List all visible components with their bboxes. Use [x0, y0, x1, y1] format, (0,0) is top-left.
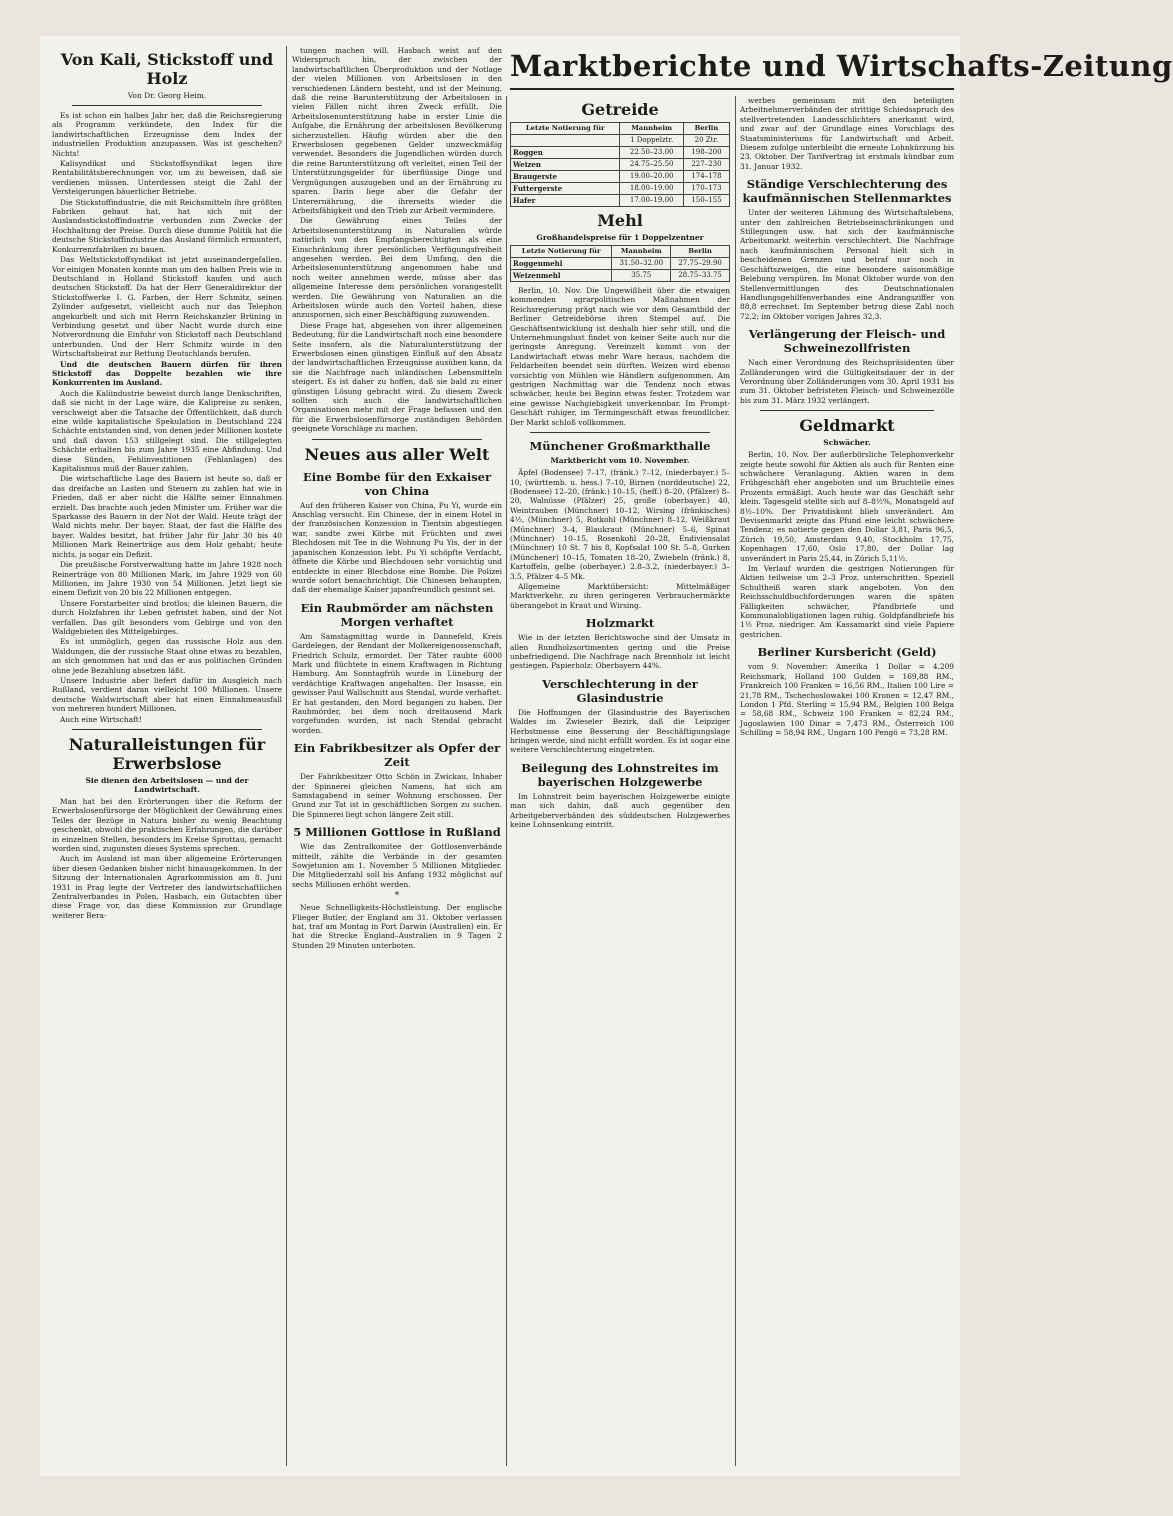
column-rule [286, 46, 287, 1466]
table-cell: Roggenmehl [511, 258, 612, 270]
table-cell: 1 Doppelztr. [620, 135, 683, 147]
column-1 [52, 46, 282, 1466]
section-heading: Beilegung des Lohnstreites im bayerischen Holzgewerbe [521, 760, 719, 789]
paragraph: Man hat bei den Erörterungen über die Reform der Erwerbslosenfürsorge der Möglichkeit der Gewährung eines Teiles der Bezüge in Natura bisher zu wenig Beachtung geschenkt, obwohl die praktischen Erfahrungen, die darüber in einzelnen Stellen, besonders im Kreise Sprottau, gemacht worden sind, zugunsten dieses Systems sprechen. [52, 797, 282, 854]
headline-kali: Von Kali, Stickstoff und Holz [60, 50, 274, 88]
table-cell: 150–155 [683, 195, 729, 207]
paragraph: Der Fabrikbesitzer Otto Schön in Zwickau, Inhaber der Spinnerei gleichen Namens, hat sich am Samstagabend in seiner Wohnung erschossen. Der Grund zur Tat ist in geschäftlichen Sorgen zu suchen. Die Spinnerei liegt schon längere Zeit still. [292, 772, 502, 819]
paragraph: Neue Schnelligkeits-Höchstleistung. Der englische Flieger Butler, der England am 31. Oktober verlassen hat, traf am Montag in Port Darwin (Australien) ein. Er hat die Strecke England–Australien in 9 Tagen 2 Stunden 29 Minuten unterboten. [292, 903, 502, 950]
paragraph: Äpfel (Bodensee) 7–17, (fränk.) 7–12, (niederbayer.) 5–10, (württemb. u. hess.) 7–10, Birnen (norddeutsche) 22, (Bodensee) 12–20, (fränk.) 10–15, (heff.) 8–20, (Pfälzer) 8–20, Walnüsse (Pfälzer) 25, große (oberbayer.) 40, Weintrauben (Münchner) 10–12, Wirsing (fränkisches) 4½, (Münchner) 5, Rotkohl (Münchner) 8–12, Weißkraut (Münchner) 3–4, Blaukraut (Münchner) 5–6, Spinat (Münchner) 10–15, Rosenkohl 20–28, Endiviensalat (Münchner) 10 St. 7 bis 8, Kopfsalat 100 St. 5–8, Gurken (Münchener) 10–15, Tomaten 18–20, Zwiebeln (fränk.) 8, Kartoffeln, gelbe (oberbayer.) 2.8–3.2, (niederbayer.) 3–3.5, Pfälzer 4–5 Mk. [510, 468, 730, 581]
paragraph: vom 9. November: Amerika 1 Dollar = 4.209 Reichsmark, Holland 100 Gulden = 169,88 RM., Frankreich 100 Franken = 16,56 RM., Italien 100 Lire = 21,78 RM., Tschechoslowakei 100 Kronen = 12,47 RM., London 1 Pfd. Sterling = 15,94 RM., Belgien 100 Belga = 58,68 RM., Schweiz 100 Franken = 82,24 RM., Jugoslawien 100 Dinar = 7,473 RM., Österreich 100 Schilling = 58,94 RM., Ungarn 100 Pengö = 73,28 RM. [740, 662, 954, 738]
paragraph: Wie das Zentralkomitee der Gottlosenverbände mitteilt, zählte die Verbände in der gesamten Sowjetunion am 1. November 5 Millionen Mitglieder. Die Mitgliederzahl soll bis Anfang 1932 möglichst auf sechs Millionen erhöht werden. [292, 842, 502, 889]
paragraph: Auch im Ausland ist man über allgemeine Erörterungen über diesen Gedanken bisher nicht hinausgekommen. In der Sitzung der Internationalen Agrarkommission am 8. Juni 1931 in Prag legte der Vertreter des landwirtschaftlichen Zentralverbandes in Polen, Hasbach, ein Gutachten über diese Frage vor, das diese Kommission zur Grundlage weiterer Bera- [52, 854, 282, 920]
flour-price-table [510, 245, 730, 282]
subheadline: Großhandelspreise für 1 Doppelzentner [536, 233, 704, 242]
paragraph: Unsere Industrie aber liefert dafür im Ausgleich nach Rußland, verdient daran vielleicht 100 Millionen. Unsere deutsche Waldwirtschaft aber hat einen Einnahmeausfall von mehreren hundert Millionen. [52, 675, 282, 714]
paragraph: Am Samstagmittag wurde in Dannefeld, Kreis Gardelegen, der Rendant der Molkereigenossenschaft, Friedrich Schulz, ermordet. Der Täter raubte 6000 Mark und flüchtete in einem Kraftwagen in Richtung Hamburg. Am Sonntagfrüh wurde in Lüneburg der verdächtige Kraftwagen angehalten. Der Insasse, ein gewisser Paul Wallschnitt aus Stendal, wurde verhaftet. Er hat gestanden, den Mord begangen zu haben. Der Raubmörder, bei dem noch dreitausend Mark vorgefunden wurden, ist nach Stendal gebracht worden. [292, 631, 502, 735]
section-heading: Holzmarkt [585, 616, 655, 631]
paragraph: Wie in der letzten Berichtswoche sind der Umsatz in allen Rundholzsortimenten gering und die Preise unbefriedigend. Die Nachfrage nach Brennholz ist leicht gestiegen. Papierholz: Oberbayern 44%. [510, 633, 730, 671]
section-heading: Eine Bombe für den Exkaiser von China [302, 469, 492, 498]
paragraph: Auf den früheren Kaiser von China, Pu Yi, wurde ein Anschlag versucht. Ein Chinese, der in einem Hotel in der französischen Konzession in Tientsin abgestiegen war, sandte zwei Körbe mit Früchten und zwei Blechdosen mit Tee in die Wohnung Pu Yis, der in der japanischen Konzession lebt. Pu Yi schöpfte Verdacht, öffnete die Körbe und Blechdosen sehr vorsichtig und entdeckte in einer Blechdose eine Bombe. Die Polizei wurde sofort benachrichtigt. Die Chinesen behaupten, daß der ehemalige Kaiser japanfreundlich gesinnt sei. [292, 500, 502, 595]
grain-price-table [510, 122, 730, 207]
paragraph: Auch eine Wirtschaft! [60, 714, 142, 724]
table-cell: 27.75–29.90 [671, 258, 730, 270]
paragraph: Die Gewährung eines Teiles der Arbeitslosenunterstützung in Naturalien würde natürlich von den Empfangsberechtigten als eine Einschränkung ihrer persönlichen Verfügungsfreiheit angesehen werden. Bei dem Umfang, den die Arbeitslosenunterstützung angenommen habe und noch weiter annehmen werde, müsse aber das allgemeine Interesse dem persönlichen vorangestellt werden. Die Gewährung von Naturalien an die Arbeitslosen würde auch den Vorteil haben, diese anzuspornen, sich einer Beschäftigung zuzuwenden. [292, 216, 502, 320]
column-2 [292, 46, 502, 1466]
section-heading: Ständige Verschlechterung des kaufmännischen Stellenmarktes [742, 177, 952, 206]
subheadline: Schwächer. [823, 438, 871, 448]
divider [312, 439, 482, 440]
paragraph: Berlin, 10. Nov. Die Ungewißheit über die etwaigen kommenden agrarpolitischen Maßnahmen der Reichsregierung prägt nach wie vor dem Gesamtbild der Berliner Getreidebörse ihren Stempel auf. Die Geschäftsentwicklung ist deshalb hier sehr still, und die Unternehmungslust findet von keiner Seite auch nur die geringste Anregung. Vereinzelt kommt von der Landwirtschaft etwas mehr Ware heraus, nachdem die Feldarbeiten beendet sein dürften. Weizen wird ebenso vorsichtig von Mühlen wie Händlern aufgenommen. Am gestrigen Nachmittag war die Tendenz noch etwas schwächer, heute bei Beginn etwas fester. Trotzdem war eine gewisse Nachgiebigkeit unverkennbar. Im Prompt-Geschäft ruhiger, im Termingeschäft etwas freundlicher. Der Markt schloß vollkommen. [510, 286, 730, 427]
table-cell: 198–200 [683, 147, 729, 159]
paragraph: Berlin, 10. Nov. Der außerbörsliche Telephonverkehr zeigte heute sowohl für Aktien als auch für Renten eine schwächere Veranlagung. Aktien waren in dem Frühgeschäft eher angeboten und um Bruchteile eines Prozents ermäßigt. Auch heute war das Geschäft sehr klein. Tagesgeld stellte sich auf 8–8½%, Monatsgeld auf 8½–10%. Der Privatdiskont blieb unverändert. Am Devisenmarkt zeigte das Pfund eine leicht schwächere Tendenz; es notierte gegen den Dollar 3,81, Paris 96,5, Zürich 19,50, Amsterdam 9,40, Stockholm 17,75, Kopenhagen 17,60, Oslo 17,80, der Dollar lag unverändert in Paris 25,44, in Zürich 5,11½. [740, 450, 954, 563]
column-4 [740, 96, 954, 1456]
table-header: Letzte Notierung für [511, 123, 620, 135]
table-cell: 31.50–32.00 [612, 258, 671, 270]
table-cell: Hafer [511, 195, 620, 207]
paragraph: Auch die Kaliindustrie beweist durch lange Denkschriften, daß sie nicht in der Lage wäre, die Kalipreise zu senken, verschweigt aber die Tatsache der Öffentlichkeit, daß durch eine wilde kapitalistische Spekulation in Deutschland 224 Schächte entstanden sind, von denen jeder Millionen kostete und daß davon 153 stillgelegt sind. Die stillgelegten Schächte erhalten bis zum Jahre 1935 eine Abfindung. Und diese Sünden, Fehlinvestitionen (Fehlanlagen) des Kapitalismus muß der Bauer zahlen. [52, 388, 282, 474]
table-header: Mannheim [612, 246, 671, 258]
table-cell: 24.75–25.50 [620, 159, 683, 171]
table-cell: 35.75 [612, 270, 671, 282]
table-row [511, 159, 730, 171]
table-row [511, 147, 730, 159]
section-getreide: Getreide [581, 100, 659, 119]
section-heading: 5 Millionen Gottlose in Rußland [293, 825, 501, 840]
paragraph: Unter der weiteren Lähmung des Wirtschaftslebens, unter den zahlreichen Betriebseinschränkungen und Stillegungen usw. hat sich der kaufmännische Arbeitsmarkt weiterhin verschlechtert. Die Nachfrage nach kaufmännischem Personal hielt sich in bescheidenen Grenzen und betraf nur noch in Geschäftszweigen, die eine besondere saisonmäßige Belebung verspüren. Im Monat Oktober wurde von den Stellenvermittlungen des Deutschnationalen Handlungsgehilfenverbandes eine Andrangsziffer von 88,8 errechnet. Im September betrug diese Zahl noch 72,2; im Oktober vorigen Jahres 32,3. [740, 208, 954, 321]
column-rule [506, 96, 507, 1466]
paragraph: Es ist unmöglich, gegen das russische Holz aus den Waldungen, die der russische Staat ohne etwas zu bezahlen, an sich genommen hat und das er aus politischen Gründen ohne jede Bezahlung absetzen läßt. [52, 637, 282, 675]
table-cell: Braugerste [511, 171, 620, 183]
paragraph: Nach einer Verordnung des Reichspräsidenten über Zolländerungen wird die Gültigkeitsdauer der in der Verordnung über Zolländerungen vom 30. April 1931 bis zum 31. Oktober befristeten Fleisch- und Schweinezölle bis zum 31. März 1932 verlängert. [740, 358, 954, 405]
section-heading: Verlängerung der Fleisch- und Schweinezollfristen [748, 327, 946, 356]
paragraph: Im Verlauf wurden die gestrigen Notierungen für Aktien teilweise um 2–3 Proz. unterschritten. Speziell Schultheiß waren stark angeboten. Von den Reichsschuldbuchforderungen waren die späten Fälligkeiten schwächer, Pfandbriefe und Kommunalobligationen lagen ruhig. Goldpfandbriefe bis 1½ Proz. niedriger. Am Kassamarkt sind viele Papiere gestrichen. [740, 564, 954, 639]
table-cell: 19.00–20.00 [620, 171, 683, 183]
paragraph: Die Stickstoffindustrie, die mit Reichsmitteln ihre größten Fabriken gebaut hat, hat sich mit der Auslandsstickstoffindustrie verbunden zum Zwecke der Hochhaltung der Preise. Durch diese dumme Politik hat die deutsche Stickstoffindustrie das Ausland förmlich ermuntert, Konkurrenzfabriken zu bauen. [52, 197, 282, 254]
table-row [511, 135, 730, 147]
section-heading: Verschlechterung in der Glasindustrie [542, 676, 698, 705]
table-row [511, 270, 730, 282]
table-row [511, 183, 730, 195]
divider [530, 432, 710, 433]
table-row [511, 171, 730, 183]
separator-star: * [394, 891, 400, 902]
table-cell: 22.50–23.00 [620, 147, 683, 159]
table-cell: 227–230 [683, 159, 729, 171]
divider [72, 105, 262, 106]
section-mehl: Mehl [597, 211, 643, 230]
paragraph: Es ist schon ein halbes Jahr her, daß die Reichsregierung als Programm verkündete, den Index für die landwirtschaftlichen Erzeugnisse dem Index der industriellen Produktion anzupassen. Was ist geschehen? Nichts! [52, 111, 282, 158]
column-3 [510, 96, 730, 1516]
table-cell: 18.00–19.00 [620, 183, 683, 195]
table-cell: Weizen [511, 159, 620, 171]
table-cell: 170–173 [683, 183, 729, 195]
table-header: Berlin [671, 246, 730, 258]
paragraph: werbes gemeinsam mit den beteiligten Arbeitnehmerverbänden der strittige Schiedsspruch des stellvertretenden Landesschlichters anerkannt wird, und zwar auf der Grundlage eines Vorschlags des Staatsministeriums für Landwirtschaft und Arbeit. Diesem zufolge unterbleibt die erneute Lohnkürzung bis 23. Oktober. Der Tarifvertrag ist erstmals kündbar zum 31. Januar 1932. [740, 96, 954, 171]
masthead: Marktberichte und Wirtschafts-Zeitung [510, 42, 954, 90]
table-cell: Weizenmehl [511, 270, 612, 282]
paragraph: Die Hoffnungen der Glasindustrie des Bayerischen Waldes im Zwieseler Bezirk, daß die Leipziger Herbstmesse eine Besserung der Beschäftigungslage bringen werde, sind nicht erfüllt worden. Es ist sogar eine weitere Verschlechterung eingetreten. [510, 707, 730, 755]
table-cell: 20 Ztr. [683, 135, 729, 147]
section-heading: Münchener Großmarkthalle [529, 439, 711, 454]
table-header: Berlin [683, 123, 729, 135]
paragraph: Kalisyndikat und Stickstoffsyndikat legen ihre Rentabilitätsberechnungen vor, um zu beweisen, daß sie verdienen müssen. Unterdessen steigt die Zahl der Versteigerungen bäuerlicher Betriebe. [52, 159, 282, 197]
paragraph: Das Weltstickstoffsyndikat ist jetzt auseinandergefallen. Vor einigen Monaten konnte man um den halben Preis wie in Deutschland in Holland Stickstoff kaufen und auch deutschen Stickstoff. Da hat der Herr Generaldirektor der Stickstoffwerke I. G. Farben, der Herr Schmitz, seinen Zylinder aufgesetzt, vielleicht auch nur das Telephon angekurbelt und sich mit Herrn Reichskanzler Brüning in Verbindung gesetzt und über Nacht wurde durch eine Notverordnung die Einfuhr von Stickstoff nach Deutschland unterbunden. Und der Herr Schmitz wurde in den Wirtschaftsbeirat zur Rettung Deutschlands berufen. [52, 255, 282, 359]
headline-naturalleistungen: Naturalleistungen für Erwerbslose [68, 735, 266, 773]
table-header: Letzte Notierung für [511, 246, 612, 258]
newspaper-page [40, 36, 1173, 1476]
paragraph: Die preußische Forstverwaltung hatte im Jahre 1928 noch Reinerträge von 80 Millionen Mark, im Jahre 1929 von 60 Millionen, im Jahre 1930 von 54 Millionen. Jetzt liegt sie einem Defizit von 20 bis 22 Millionen entgegen. [52, 560, 282, 598]
paragraph: tungen machen will. Hasbach weist auf den Widerspruch hin, der zwischen der landwirtschaftlichen Überproduktion und der Notlage der vielen Millionen von Arbeitslosen in den verschiedenen Ländern besteht, und ist der Meinung, daß die reine Barunterstützung der Arbeitslosen in vielen Fällen nicht ihren Zweck erfüllt. Die Arbeitslosenunterstützung habe in erster Linie die Aufgabe, die Ernährung der arbeitslosen Bevölkerung sicherzustellen. Häufig würden aber die den Erwerbslosen gegebenen Gelder unzweckmäßig verwendet. Besonders die Jugendlichen würden durch die reine Barunterstützung oft verleitet, einen Teil der Unterstützungsgelder für überflüssige Dinge und Vergnügungen auszugeben und an der Ernährung zu sparen. Darin liege aber die Gefahr der Unterernährung, die ihrerseits wieder die Arbeitsfähigkeit und den Trieb zur Arbeit vermindere. [292, 46, 502, 215]
headline-neues: Neues aus aller Welt [304, 444, 490, 464]
table-cell: Roggen [511, 147, 620, 159]
paragraph: Diese Frage hat, abgesehen von ihrer allgemeinen Bedeutung, für die Landwirtschaft noch eine besondere Seite insofern, als die Naturalunterstützung der Erwerbslosen einen günstigen Einfluß auf den Absatz der landwirtschaftlichen Erzeugnisse ausüben kann, da sie die Nachfrage nach inländischen Lebensmitteln steigert. Es ist daher zu hoffen, daß sie bald zu einer günstigen Lösung gebracht wird. Zu diesem Zweck sollten sich auch die landwirtschaftlichen Organisationen mehr mit der Frage befassen und den für die Erwerbslosenfürsorge zuständigen Behörden geeignete Vorschläge zu machen. [292, 320, 502, 434]
table-cell: Futtergerste [511, 183, 620, 195]
table-row [511, 195, 730, 207]
table-cell: 174–178 [683, 171, 729, 183]
subheadline: Marktbericht vom 10. November. [550, 456, 690, 466]
paragraph: Unsere Forstarbeiter sind brotlos; die kleinen Bauern, die durch Holzfahren ihr Leben gefristet haben, sind der Not verfallen. Das gilt besonders vom Gebirge und von den Waldgebieten des Mittelgebirges. [52, 598, 282, 636]
table-row [511, 258, 730, 270]
paragraph: Allgemeine Marktübersicht: Mittelmäßiger Marktverkehr, zu ihren geringeren Verbrauchermärkte überangebot in Kraut und Wirsing. [510, 581, 730, 610]
section-geldmarkt: Geldmarkt [799, 416, 895, 436]
divider [72, 729, 262, 730]
subheadline: Sie dienen den Arbeitslosen — und der Landwirtschaft. [85, 776, 249, 794]
section-heading: Ein Fabrikbesitzer als Opfer der Zeit [293, 741, 501, 770]
table-cell: 28.75–33.75 [671, 270, 730, 282]
section-heading: Ein Raubmörder am nächsten Morgen verhaftet [300, 600, 494, 629]
table-header: Mannheim [620, 123, 683, 135]
divider [760, 410, 934, 411]
paragraph: Die wirtschaftliche Lage des Bauern ist heute so, daß er das dreifache an Lasten und Steuern zu zahlen hat wie in Frieden, daß er aber nicht die Hälfte seiner Einnahmen erzielt. Das brachte auch jeden Minister um. Früher war die Sparkasse des Bauern in der Not der Wald. Heute trägt der Wald nichts mehr. Der bayer. Staat, der fast die Hälfte des bayer. Waldes besitzt, hat früher Jahr für Jahr 30 bis 40 Millionen Mark Reinerträge aus dem Holz gehabt; heute nichts, ja sogar ein Defizit. [52, 474, 282, 559]
table-cell: 17.00–19.00 [620, 195, 683, 207]
section-heading: Berliner Kursbericht (Geld) [757, 645, 937, 660]
paragraph: Und die deutschen Bauern dürfen für ihren Stickstoff das Doppelte bezahlen wie ihre Konkurrenten im Ausland. [52, 359, 282, 388]
column-rule [735, 96, 736, 1466]
table-cell [511, 135, 620, 147]
paragraph: Im Lohnstreit beim bayerischen Holzgewerbe einigte man sich dahin, daß auch gegenüber den Arbeitgeberverbänden des süddeutschen Holzgewerbes keine Lohnsenkung eintritt. [510, 791, 730, 830]
byline: Von Dr. Georg Heim. [127, 91, 207, 100]
